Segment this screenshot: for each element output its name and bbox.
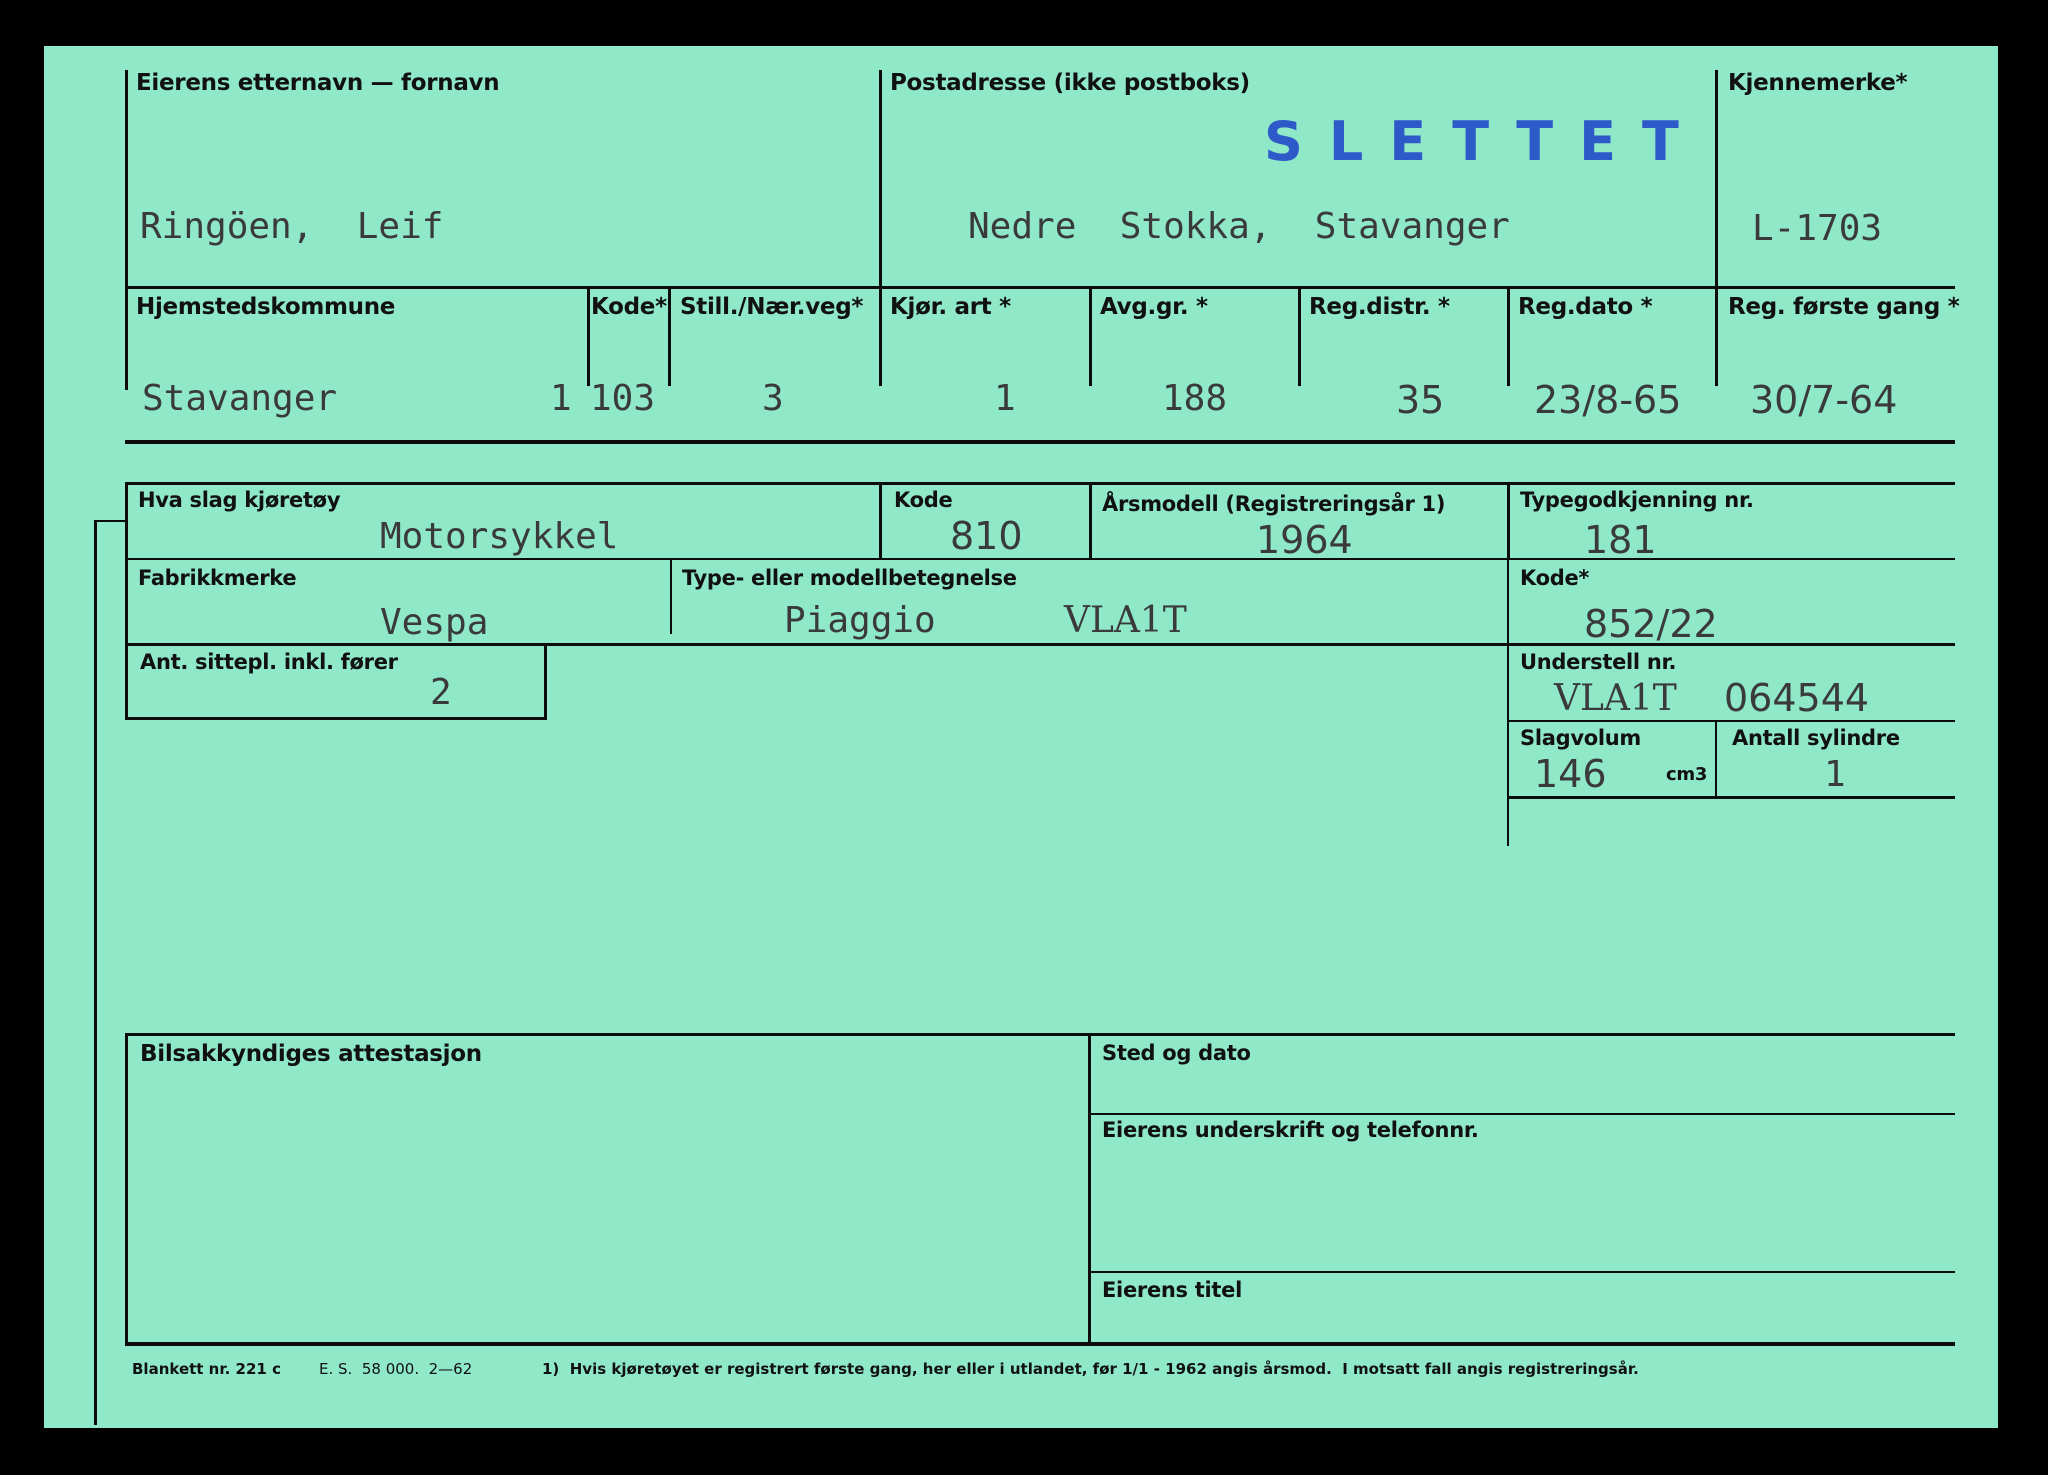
reg-forste-value: 30/7-64: [1750, 378, 1898, 422]
rule: [879, 482, 882, 558]
municipality-label: Hjemstedskommune: [136, 294, 396, 320]
owner-title-label: Eierens titel: [1102, 1278, 1242, 1302]
rule: [125, 286, 1955, 289]
rule: [1088, 1271, 1955, 1273]
rule: [1715, 70, 1718, 310]
rule: [1088, 1113, 1955, 1115]
rule: [1715, 286, 1718, 386]
rule: [879, 286, 882, 386]
registration-card: [44, 46, 1998, 1428]
rule: [125, 482, 1955, 485]
municipality-value: Stavanger: [142, 378, 338, 419]
still-value: 3: [762, 378, 784, 419]
address-label: Postadresse (ikke postboks): [890, 70, 1250, 96]
signature-label: Eierens underskrift og telefonnr.: [1102, 1118, 1479, 1142]
rule: [668, 286, 671, 386]
model-year-value: 1964: [1256, 518, 1353, 562]
model-value-2: VLA1T: [1064, 600, 1187, 641]
rule: [125, 717, 547, 720]
form-number: Blankett nr. 221 c: [132, 1360, 281, 1378]
avg-gr-value: 188: [1162, 378, 1228, 419]
type-approval-value: 181: [1584, 518, 1657, 562]
chassis-value-2: 064544: [1724, 676, 1870, 720]
code2-value: 852/22: [1584, 602, 1718, 646]
owner-name-value: Ringöen, Leif: [140, 206, 444, 247]
attestation-label: Bilsakkyndiges attestasjon: [140, 1041, 482, 1067]
rule: [1507, 558, 1509, 846]
chassis-value: VLA1T: [1554, 678, 1677, 719]
volume-label: Slagvolum: [1520, 726, 1641, 750]
code-label: Kode*: [591, 294, 667, 320]
model-value: Piaggio: [784, 600, 936, 641]
rule: [125, 1033, 128, 1343]
rule: [879, 70, 882, 310]
rule: [125, 558, 1955, 560]
rule: [125, 70, 128, 390]
margin-bracket: [94, 520, 126, 522]
reg-distr-value: 35: [1396, 378, 1445, 422]
rule: [1089, 286, 1092, 386]
cylinders-value: 1: [1824, 754, 1846, 795]
model-label: Type- eller modellbetegnelse: [682, 566, 1017, 590]
rule: [1089, 482, 1092, 558]
reg-dato-label: Reg.dato *: [1518, 294, 1653, 320]
vehicle-type-label: Hva slag kjøretøy: [138, 488, 341, 512]
margin-bracket: [94, 520, 97, 1425]
rule: [125, 482, 128, 720]
address-value: Nedre Stokka, Stavanger: [968, 206, 1510, 247]
owner-name-label: Eierens etternavn — fornavn: [136, 70, 500, 96]
municipality-code-prefix: 1: [550, 378, 572, 419]
model-year-label: Årsmodell (Registreringsår 1): [1102, 492, 1446, 516]
vehicle-code-label: Kode: [894, 488, 953, 512]
reg-dato-value: 23/8-65: [1534, 378, 1682, 422]
rule: [587, 286, 590, 386]
vehicle-code-value: 810: [950, 514, 1023, 558]
reg-distr-label: Reg.distr. *: [1309, 294, 1450, 320]
rule: [544, 646, 547, 720]
type-approval-label: Typegodkjenning nr.: [1520, 488, 1754, 512]
rule: [125, 440, 1955, 444]
still-label: Still./Nær.veg*: [680, 294, 864, 320]
seats-label: Ant. sittepl. inkl. fører: [140, 650, 398, 674]
rule: [1507, 796, 1955, 799]
kjor-art-label: Kjør. art *: [890, 294, 1011, 320]
footnote: 1) Hvis kjøretøyet er registrert første gang, her eller i utlandet, før 1/1 - 1962 angis årsmod. I motsatt fall angis registreringsår.: [542, 1360, 1639, 1378]
make-value: Vespa: [380, 602, 489, 643]
rule: [1298, 286, 1301, 386]
code2-label: Kode*: [1520, 566, 1590, 590]
code-value: 103: [590, 378, 656, 419]
rule: [1507, 720, 1955, 722]
rule: [125, 1033, 1955, 1036]
print-info: E. S. 58 000. 2—62: [319, 1360, 473, 1378]
vehicle-type-value: Motorsykkel: [380, 516, 619, 557]
rule: [1715, 722, 1717, 796]
rule: [1507, 286, 1510, 386]
rule: [1088, 1033, 1091, 1343]
kjor-art-value: 1: [994, 378, 1016, 419]
plate-label: Kjennemerke*: [1728, 70, 1908, 96]
volume-unit: cm3: [1666, 764, 1708, 785]
reg-forste-label: Reg. første gang *: [1728, 294, 1960, 320]
chassis-label: Understell nr.: [1520, 650, 1677, 674]
make-label: Fabrikkmerke: [138, 566, 297, 590]
rule: [1507, 482, 1510, 558]
seats-value: 2: [430, 672, 452, 713]
avg-gr-label: Avg.gr. *: [1100, 294, 1208, 320]
rule: [670, 558, 672, 634]
place-date-label: Sted og dato: [1102, 1041, 1251, 1065]
volume-value: 146: [1534, 752, 1607, 796]
deleted-stamp: SLETTET: [1264, 110, 1705, 173]
rule: [125, 1342, 1955, 1346]
plate-value: L-1703: [1752, 208, 1883, 249]
cylinders-label: Antall sylindre: [1732, 726, 1900, 750]
